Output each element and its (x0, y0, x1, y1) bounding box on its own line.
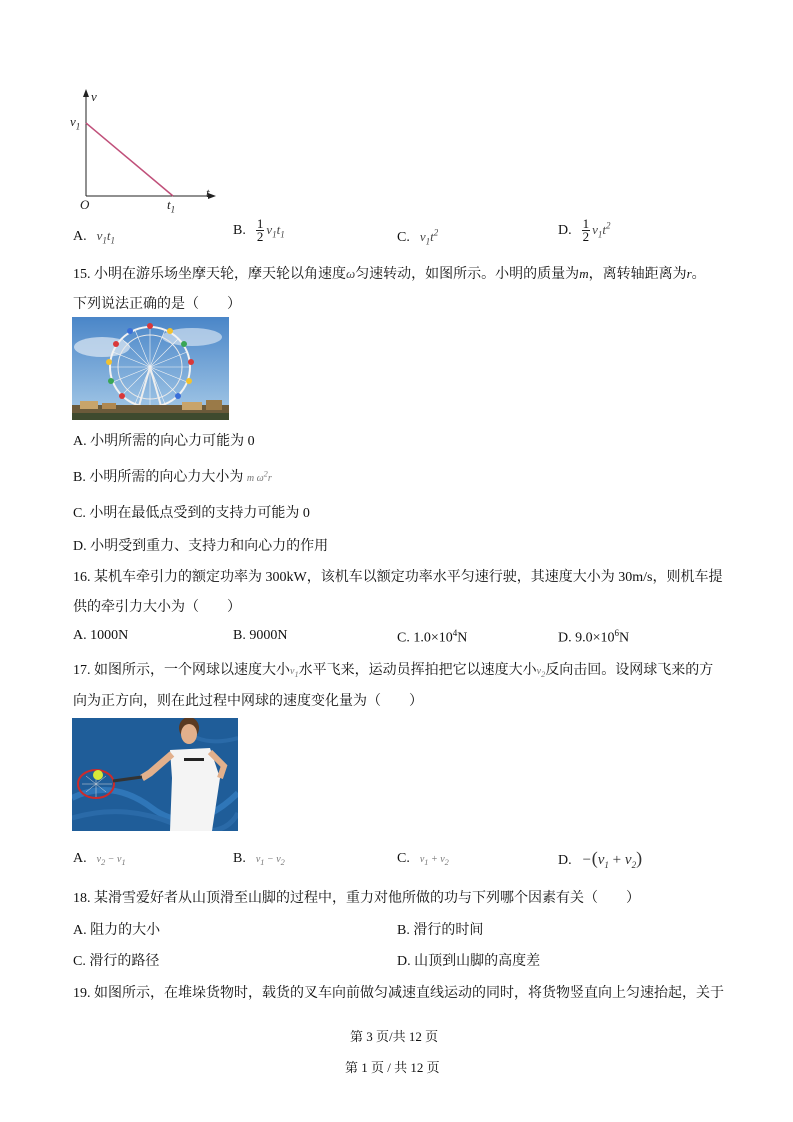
tennis-player-image (72, 718, 238, 831)
q17-stem-line1: 17. 如图所示，一个网球以速度大小$v_1$水平飞来，运动员挥拍把它以速度大小$v_2$反向击回。设网球飞来的方 (73, 663, 714, 679)
q15-stem-line1: 15. 小明在游乐场坐摩天轮，摩天轮以角速度ω匀速转动，如图所示。小明的质量为m，离转轴距离为r。 (73, 266, 706, 282)
q14-option-b[interactable]: B. $\frac{1}{2}$ $v_1t_1$ (233, 216, 285, 244)
q18-option-b[interactable]: B. 滑行的时间 (397, 923, 484, 938)
half-fraction: $\frac{1}{2}$ (256, 216, 264, 244)
q15-option-c[interactable]: C. 小明在最低点受到的支持力可能为 0 (73, 506, 310, 521)
option-a-expr: $v_1t_1$ (96, 228, 116, 246)
option-b-expr: m $\omega^2r$ (246, 469, 272, 484)
q18-option-a[interactable]: A. 阻力的大小 (73, 923, 161, 938)
origin-label: O (80, 197, 90, 212)
q18-stem: 18. 某滑雪爱好者从山顶滑至山脚的过程中，重力对他所做的功与下列哪个因素有关（ ） (73, 891, 640, 906)
q14-option-d[interactable]: D. $\frac{1}{2}$ $v_1t^2$ (558, 216, 611, 244)
q18-option-d[interactable]: D. 山顶到山脚的高度差 (397, 954, 541, 969)
page-number-outer: 第 1 页 / 共 12 页 (345, 1060, 440, 1075)
q16-stem-line1: 16. 某机车牵引力的额定功率为 300kW，该机车以额定功率水平匀速行驶，其速度大小为 30m/s，则机车提 (73, 570, 723, 585)
q17-stem-line2: 向为正方向，则在此过程中网球的速度变化量为（ ） (73, 694, 423, 709)
q15-stem-line2: 下列说法正确的是（ ） (73, 297, 241, 312)
page-number-inner: 第 3 页/共 12 页 (350, 1029, 439, 1044)
q15-option-a[interactable]: A. 小明所需的向心力可能为 0 (73, 434, 255, 449)
q17-option-a[interactable]: A. $v_2 - v_1$ (73, 851, 126, 867)
axis-v-label: v (91, 89, 97, 104)
v1-label: $v_1$ (70, 114, 81, 132)
q15-option-b[interactable]: B. 小明所需的向心力大小为 m $\omega^2r$ (73, 469, 272, 485)
q14-option-c[interactable]: C. $v_1t^2$ (397, 228, 439, 247)
axis-t-label: t (206, 185, 210, 200)
q15-option-d[interactable]: D. 小明受到重力、支持力和向心力的作用 (73, 539, 329, 554)
q16-option-d[interactable]: D. $9.0\times 10^6N$ (558, 628, 630, 646)
q16-stem-line2: 供的牵引力大小为（ ） (73, 600, 241, 615)
q17-option-d[interactable]: D. $-(v_1 + v_2)$ (558, 848, 643, 870)
ferris-wheel-image (72, 317, 229, 420)
q16-option-a[interactable]: A. 1000N (73, 628, 129, 643)
q19-stem-line1: 19. 如图所示，在堆垛货物时，载货的叉车向前做匀减速直线运动的同时，将货物竖直向上匀速抬起，关于 (73, 986, 724, 1001)
velocity-time-graph (66, 86, 226, 216)
q17-option-b[interactable]: B. $v_1 - v_2$ (233, 851, 285, 867)
q14-option-a[interactable]: A. $v_1t_1$ (73, 228, 116, 246)
q16-option-b[interactable]: B. 9000N (233, 628, 288, 643)
q16-option-c[interactable]: C. $1.0\times 10^4N$ (397, 628, 468, 646)
q17-option-c[interactable]: C. $v_1 + v_2$ (397, 851, 449, 867)
t1-label: $t_1$ (167, 197, 176, 215)
q18-option-c[interactable]: C. 滑行的路径 (73, 954, 160, 969)
